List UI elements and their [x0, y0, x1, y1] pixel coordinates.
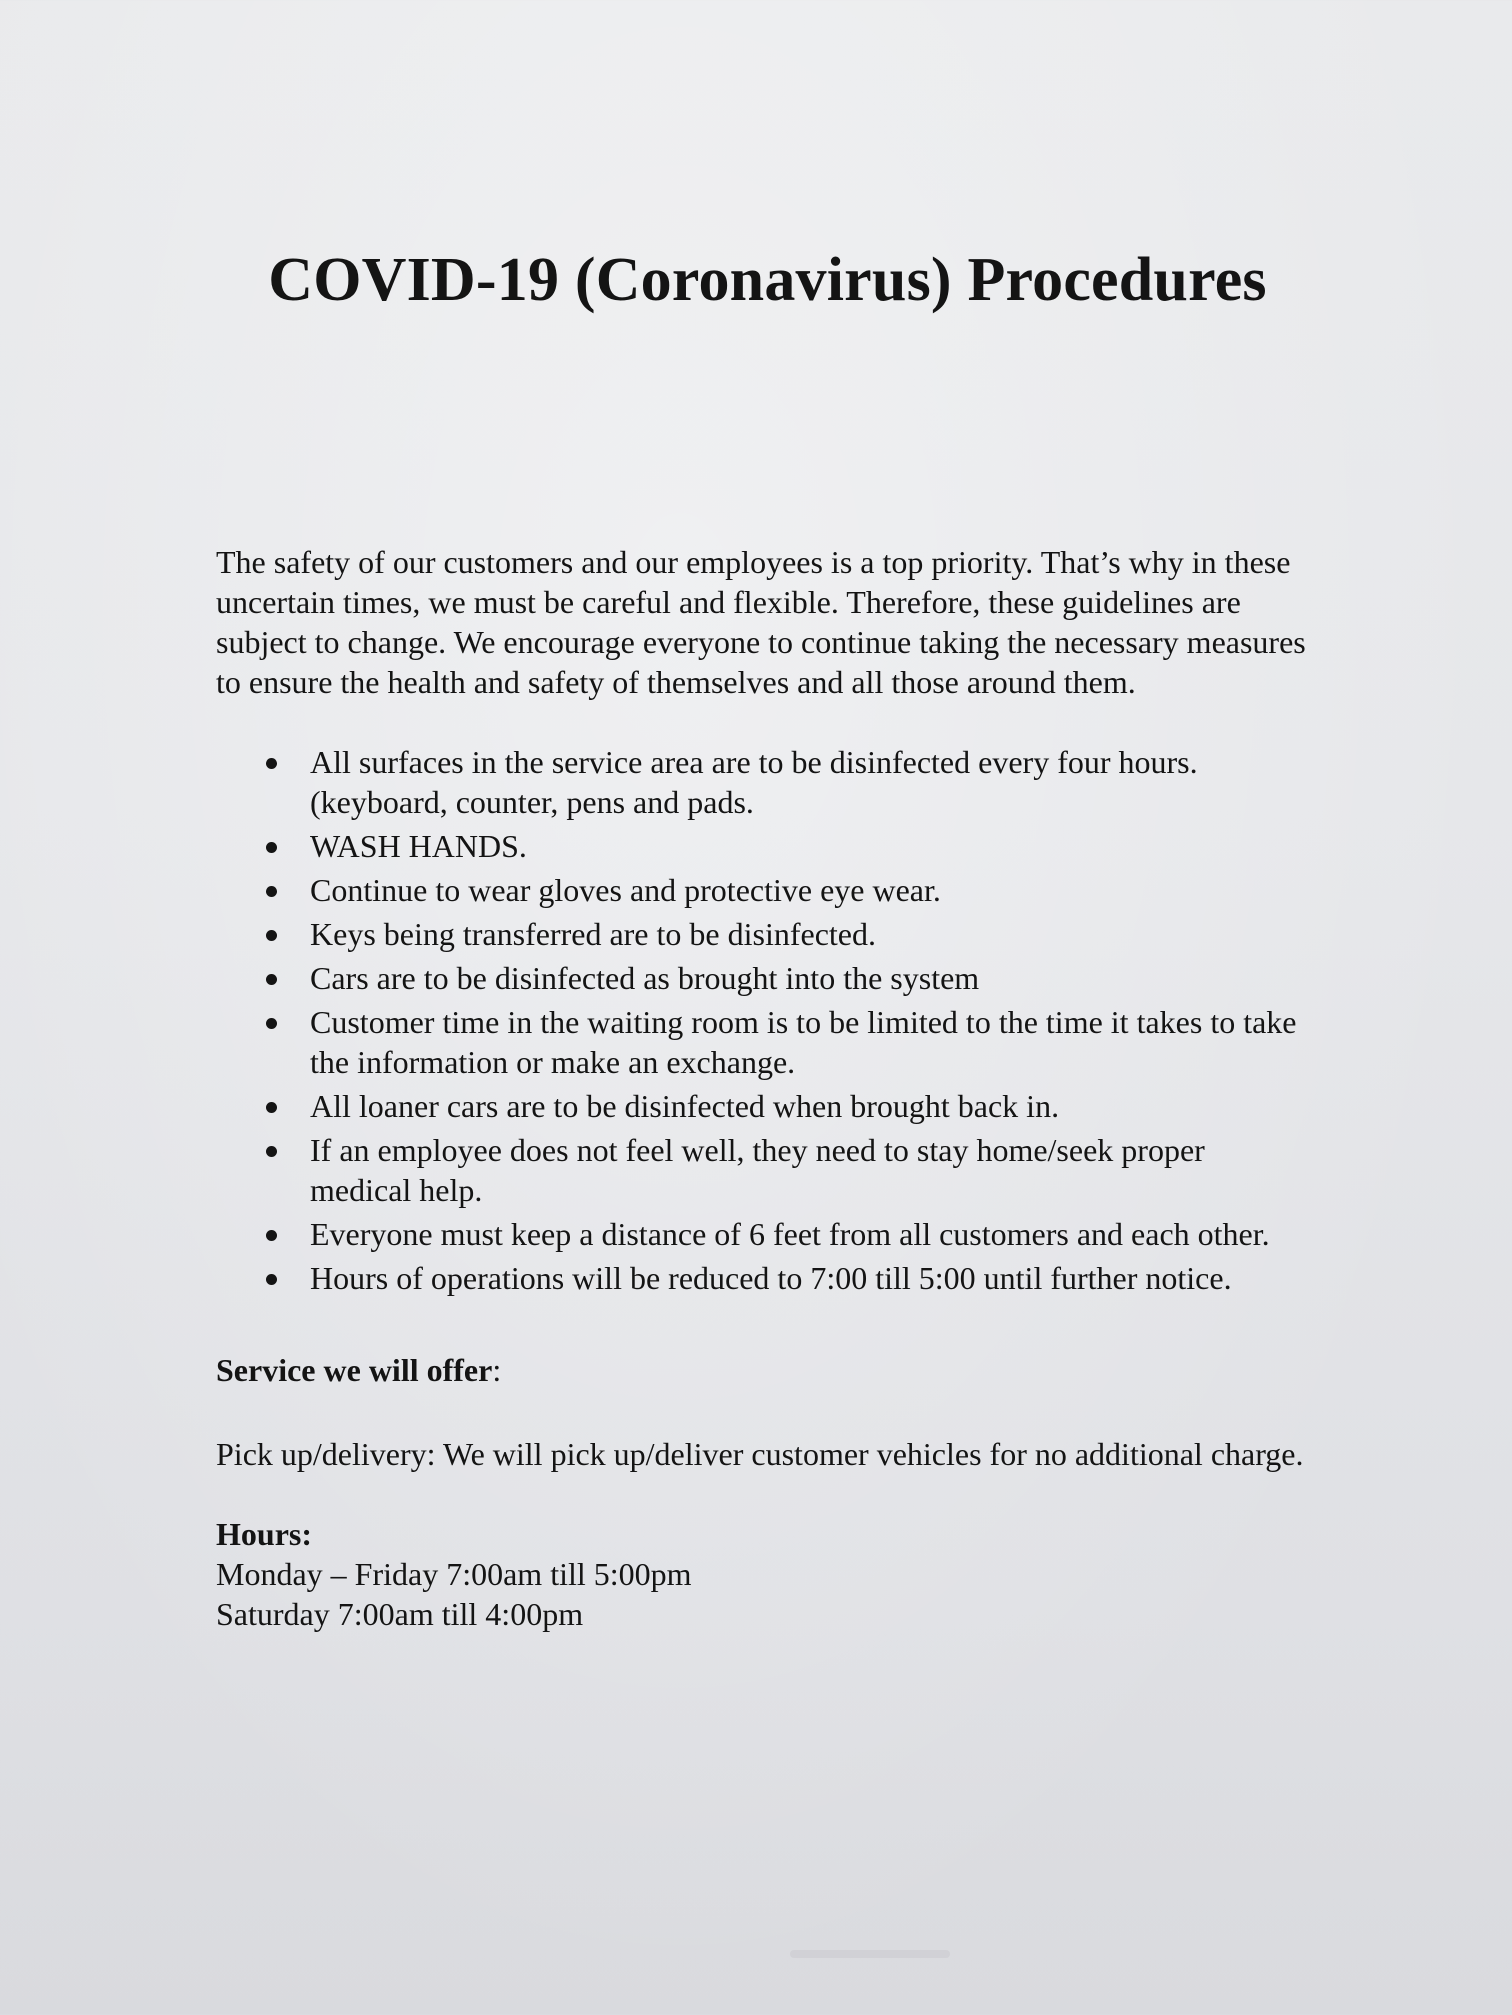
services-heading-colon: :: [492, 1352, 502, 1388]
bullet-icon: [266, 1146, 277, 1157]
list-item: [216, 870, 1306, 910]
list-item-text: Keys being transferred are to be disinfected.: [310, 916, 876, 952]
list-item-text: Customer time in the waiting room is to be limited to the time it takes to take the information or make an exchange.: [310, 1004, 1297, 1080]
list-item-text: Continue to wear gloves and protective eye wear.: [310, 872, 941, 908]
bullet-icon: [266, 1274, 277, 1285]
services-heading-text: Service we will offer: [216, 1352, 493, 1388]
bullet-icon: [266, 886, 277, 897]
paper-mark: [790, 1950, 950, 1958]
list-item-text: Everyone must keep a distance of 6 feet from all customers and each other.: [310, 1216, 1270, 1252]
hours-saturday: Saturday 7:00am till 4:00pm: [216, 1596, 584, 1632]
page-title: COVID-19 (Coronavirus) Procedures: [268, 246, 1267, 314]
document-body: [216, 542, 1306, 1634]
bullet-icon: [266, 930, 277, 941]
list-item: [216, 1002, 1306, 1082]
list-item-text: Cars are to be disinfected as brought into the system: [310, 960, 980, 996]
procedures-list: [216, 742, 1306, 1298]
intro-paragraph: The safety of our customers and our employees is a top priority. That’s why in these uncertain times, we must be careful and flexible. Therefore, these guidelines are subject to change. We encourage everyone to continue taking the necessary measures to ensure the health and safety of themselves and all those around them.: [216, 544, 1306, 700]
bullet-icon: [266, 758, 277, 769]
services-heading: [216, 1350, 1306, 1390]
list-item: [216, 1086, 1306, 1126]
bullet-icon: [266, 1018, 277, 1029]
bullet-icon: [266, 1102, 277, 1113]
list-item: [216, 742, 1306, 822]
list-item: [216, 826, 1306, 866]
list-item: [216, 1258, 1306, 1298]
list-item: [216, 1214, 1306, 1254]
bullet-icon: [266, 842, 277, 853]
list-item-text: All loaner cars are to be disinfected when brought back in.: [310, 1088, 1060, 1124]
bullet-icon: [266, 974, 277, 985]
pickup-delivery-paragraph: Pick up/delivery: We will pick up/deliver customer vehicles for no additional charge.: [216, 1436, 1304, 1472]
bullet-icon: [266, 1230, 277, 1241]
list-item: [216, 1130, 1306, 1210]
list-item: [216, 914, 1306, 954]
list-item-text: If an employee does not feel well, they need to stay home/seek proper medical help.: [310, 1132, 1205, 1208]
list-item-text: Hours of operations will be reduced to 7:00 till 5:00 until further notice.: [310, 1260, 1232, 1296]
list-item-text: All surfaces in the service area are to be disinfected every four hours. (keyboard, counter, pens and pads.: [310, 744, 1198, 820]
list-item: [216, 958, 1306, 998]
hours-heading: Hours:: [216, 1516, 312, 1552]
hours-weekday: Monday – Friday 7:00am till 5:00pm: [216, 1556, 692, 1592]
list-item-text: WASH HANDS.: [310, 828, 527, 864]
